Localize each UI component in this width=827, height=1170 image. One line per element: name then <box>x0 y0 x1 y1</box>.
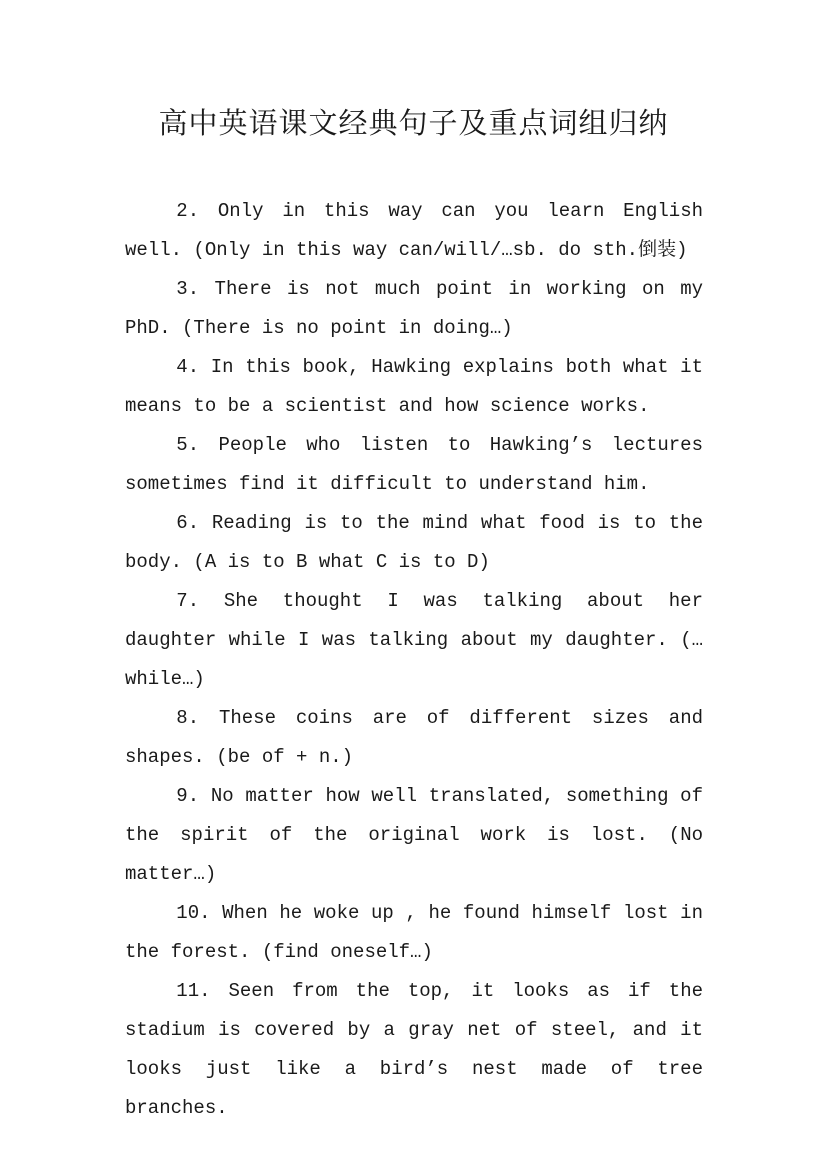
sentence-paragraph: 2. Only in this way can you learn English well. (Only in this way can/will/…sb. do sth.倒装) <box>125 200 703 261</box>
sentence-paragraph: 9. No matter how well translated, something of the spirit of the original work is lost. (No matter…) <box>125 785 703 885</box>
sentence-paragraph: 3. There is not much point in working on my PhD. (There is no point in doing…) <box>125 278 703 339</box>
sentence-paragraph: 8. These coins are of different sizes and shapes. (be of + n.) <box>125 707 703 768</box>
sentence-paragraph: 5. People who listen to Hawking’s lectures sometimes find it difficult to understand him. <box>125 434 703 495</box>
document-title: 高中英语课文经典句子及重点词组归纳 <box>158 106 669 140</box>
sentence-paragraph: 10. When he woke up , he found himself lost in the forest. (find oneself…) <box>125 902 703 963</box>
document-body <box>125 192 703 1128</box>
sentence-paragraph: 6. Reading is to the mind what food is to the body. (A is to B what C is to D) <box>125 512 703 573</box>
sentence-paragraph: 4. In this book, Hawking explains both what it means to be a scientist and how science works. <box>125 356 703 417</box>
sentence-paragraph: 7. She thought I was talking about her daughter while I was talking about my daughter. (…while…) <box>125 590 703 690</box>
sentence-paragraph: 11. Seen from the top, it looks as if the stadium is covered by a gray net of steel, and it looks just like a bird’s nest made of tree branches. <box>125 980 703 1119</box>
